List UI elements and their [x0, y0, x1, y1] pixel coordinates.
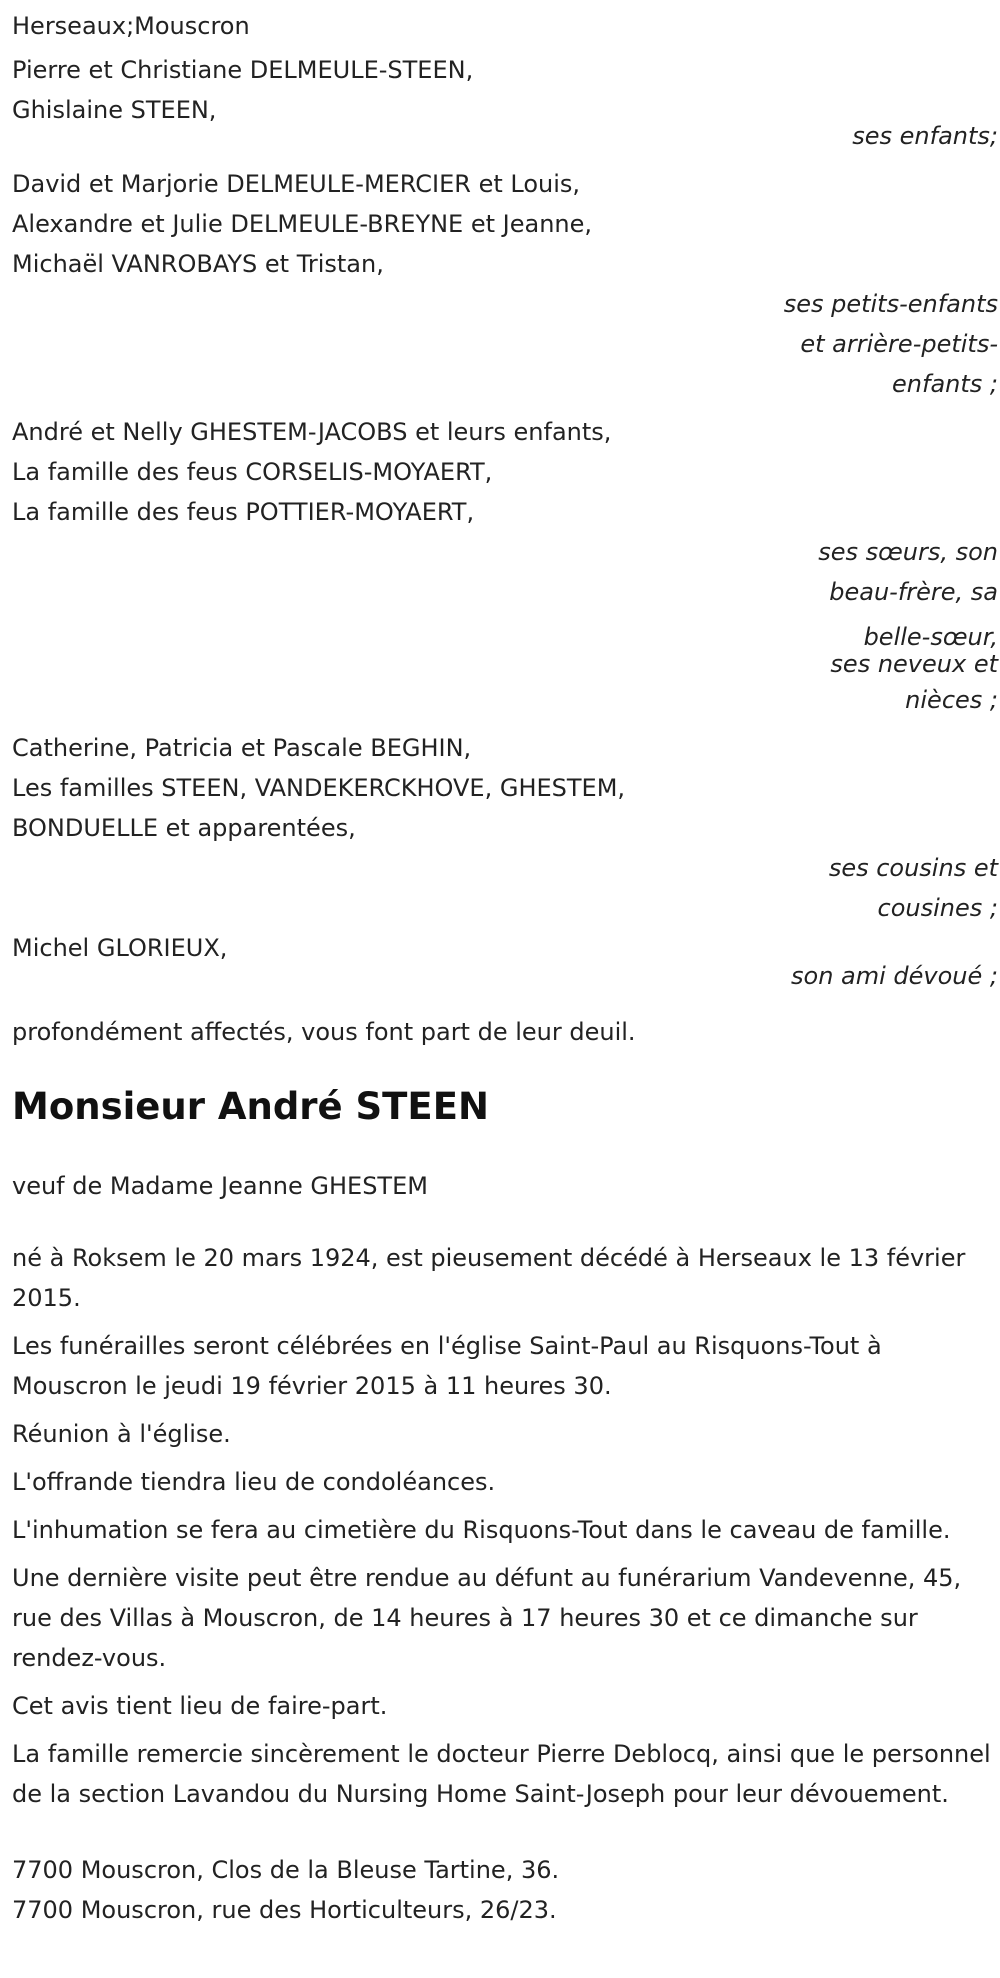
family-line: Ghislaine STEEN, [12, 96, 217, 124]
address-line: 7700 Mouscron, rue des Horticulteurs, 26/23. [12, 1896, 557, 1924]
family-line: Alexandre et Julie DELMEULE-BREYNE et Jeanne, [12, 210, 593, 238]
family-line: BONDUELLE et apparentées, [12, 814, 356, 842]
paragraph: L'offrande tiendra lieu de condoléances. [12, 1468, 496, 1496]
relation-text: son ami dévoué ; [791, 962, 998, 990]
widower-line: veuf de Madame Jeanne GHESTEM [12, 1172, 428, 1200]
family-line: La famille des feus CORSELIS-MOYAERT, [12, 458, 493, 486]
relation-text: cousines ; [877, 894, 998, 922]
location: Herseaux;Mouscron [12, 12, 250, 40]
family-line: Michaël VANROBAYS et Tristan, [12, 250, 384, 278]
relation-text: belle-sœur, [863, 623, 998, 651]
paragraph: La famille remercie sincèrement le docteur Pierre Deblocq, ainsi que le personnel de la section Lavandou du Nursing Home Saint-Joseph pour leur dévouement. [12, 1740, 991, 1808]
siblings-group [12, 412, 998, 720]
paragraph: Réunion à l'église. [12, 1420, 231, 1448]
address-line: 7700 Mouscron, Clos de la Bleuse Tartine, 36. [12, 1856, 560, 1884]
paragraph: Cet avis tient lieu de faire-part. [12, 1692, 388, 1720]
closing-line: profondément affectés, vous font part de leur deuil. [12, 1018, 636, 1046]
relation-text: enfants ; [892, 370, 998, 398]
relation-text: ses cousins et [828, 854, 998, 882]
family-line: Michel GLORIEUX, [12, 934, 228, 962]
relation-label [12, 532, 998, 720]
relation-label [12, 284, 998, 404]
paragraph: né à Roksem le 20 mars 1924, est pieusement décédé à Herseaux le 13 février 2015. [12, 1244, 966, 1312]
family-line: Catherine, Patricia et Pascale BEGHIN, [12, 734, 472, 762]
cousins-group [12, 728, 998, 928]
paragraph: Une dernière visite peut être rendue au défunt au funérarium Vandevenne, 45, rue des Villas à Mouscron, de 14 heures à 17 heures 30 et ce dimanche sur rendez-vous. [12, 1564, 962, 1672]
children-group [12, 50, 998, 156]
relation-label [12, 848, 998, 928]
family-line: Les familles STEEN, VANDEKERCKHOVE, GHESTEM, [12, 774, 626, 802]
friend-group [12, 928, 998, 996]
family-line: André et Nelly GHESTEM-JACOBS et leurs enfants, [12, 418, 612, 446]
paragraph: Les funérailles seront célébrées en l'église Saint-Paul au Risquons-Tout à Mouscron le jeudi 19 février 2015 à 11 heures 30. [12, 1332, 882, 1400]
relation-text: et arrière-petits- [800, 330, 998, 358]
relation-text: nièces ; [905, 686, 998, 714]
grandchildren-group [12, 164, 998, 404]
paragraph: L'inhumation se fera au cimetière du Risquons-Tout dans le caveau de famille. [12, 1516, 951, 1544]
relation-text: beau-frère, sa [829, 578, 998, 606]
family-line: David et Marjorie DELMEULE-MERCIER et Louis, [12, 170, 581, 198]
family-line: La famille des feus POTTIER-MOYAERT, [12, 498, 475, 526]
family-line: Pierre et Christiane DELMEULE-STEEN, [12, 56, 474, 84]
deceased-name: Monsieur André STEEN [12, 1085, 489, 1128]
relation-text: ses petits-enfants [783, 290, 998, 318]
relation-text: ses enfants; [852, 122, 998, 150]
relation-text: ses sœurs, son [818, 538, 998, 566]
relation-text: ses neveux et [830, 650, 998, 678]
